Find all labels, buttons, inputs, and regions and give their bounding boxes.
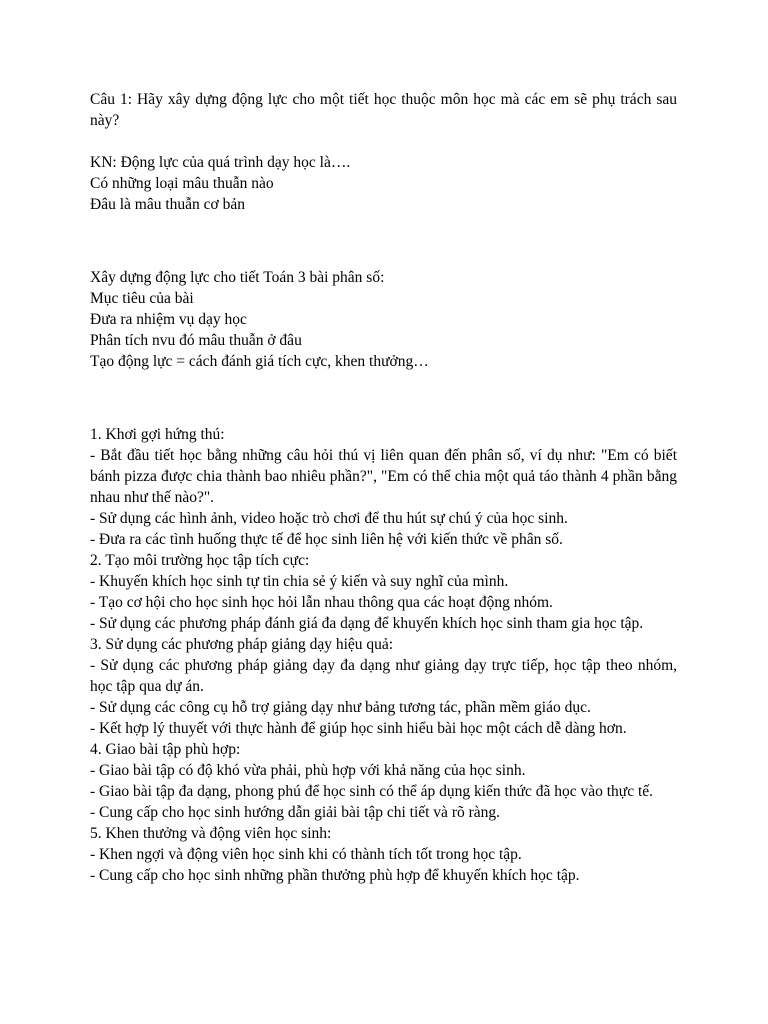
- answer-block: [90, 424, 677, 886]
- spacer: [90, 403, 677, 424]
- section-heading: 1. Khơi gợi hứng thú:: [90, 426, 225, 443]
- bullet-item: - Sử dụng các phương pháp giảng dạy đa dạng như giảng dạy trực tiếp, học tập theo nhóm, học tập qua dự án.: [90, 657, 677, 695]
- bullet-item: - Kết hợp lý thuyết với thực hành để giúp học sinh hiểu bài học một cách dễ dàng hơn.: [90, 720, 627, 737]
- bullet-item: - Giao bài tập có độ khó vừa phải, phù hợp với khả năng của học sinh.: [90, 762, 526, 779]
- document-page: [90, 89, 677, 886]
- bullet-item: - Tạo cơ hội cho học sinh học hỏi lẫn nhau thông qua các hoạt động nhóm.: [90, 594, 553, 611]
- notes-block: [90, 152, 677, 215]
- section-heading: 4. Giao bài tập phù hợp:: [90, 741, 241, 758]
- bullet-item: - Cung cấp cho học sinh hướng dẫn giải bài tập chi tiết và rõ ràng.: [90, 804, 501, 821]
- spacer: [90, 131, 677, 152]
- bullet-item: - Khuyến khích học sinh tự tin chia sẻ ý kiến và suy nghĩ của mình.: [90, 573, 509, 590]
- bullet-item: - Sử dụng các hình ảnh, video hoặc trò chơi để thu hút sự chú ý của học sinh.: [90, 510, 568, 527]
- bullet-item: - Cung cấp cho học sinh những phần thưởng phù hợp để khuyến khích học tập.: [90, 867, 580, 884]
- spacer: [90, 246, 677, 267]
- bullet-item: - Sử dụng các công cụ hỗ trợ giảng dạy như bảng tương tác, phần mềm giáo dục.: [90, 699, 591, 716]
- bullet-item: - Khen ngợi và động viên học sinh khi có thành tích tốt trong học tập.: [90, 846, 522, 863]
- spacer: [90, 372, 677, 403]
- plan-line: Phân tích nvu đó mâu thuẫn ở đâu: [90, 332, 302, 349]
- bullet-item: - Giao bài tập đa dạng, phong phú để học sinh có thể áp dụng kiến thức đã học vào thực tế.: [90, 783, 654, 800]
- plan-line: Xây dựng động lực cho tiết Toán 3 bài phân số:: [90, 269, 385, 286]
- note-line: Đâu là mâu thuẫn cơ bản: [90, 196, 245, 213]
- bullet-item: - Sử dụng các phương pháp đánh giá đa dạng để khuyến khích học sinh tham gia học tập.: [90, 615, 644, 632]
- note-line: KN: Động lực của quá trình dạy học là….: [90, 154, 351, 171]
- plan-line: Tạo động lực = cách đánh giá tích cực, khen thưởng…: [90, 353, 429, 370]
- section-heading: 3. Sử dụng các phương pháp giảng dạy hiệu quả:: [90, 636, 394, 653]
- plan-block: [90, 267, 677, 372]
- bullet-item: - Đưa ra các tình huống thực tế để học sinh liên hệ với kiến thức về phân số.: [90, 531, 563, 548]
- spacer: [90, 215, 677, 246]
- question-heading: Câu 1: Hãy xây dựng động lực cho một tiết học thuộc môn học mà các em sẽ phụ trách sau này?: [90, 91, 677, 129]
- bullet-item: - Bắt đầu tiết học bằng những câu hỏi thú vị liên quan đến phân số, ví dụ như: "Em có biết bánh pizza được chia thành bao nhiêu phần?", "Em có thể chia một quả táo thành 4 phần bằng nhau như thế nào?".: [90, 447, 677, 506]
- section-heading: 5. Khen thưởng và động viên học sinh:: [90, 825, 332, 842]
- section-heading: 2. Tạo môi trường học tập tích cực:: [90, 552, 310, 569]
- plan-line: Mục tiêu của bài: [90, 290, 194, 307]
- note-line: Có những loại mâu thuẫn nào: [90, 175, 274, 192]
- plan-line: Đưa ra nhiệm vụ dạy học: [90, 311, 247, 328]
